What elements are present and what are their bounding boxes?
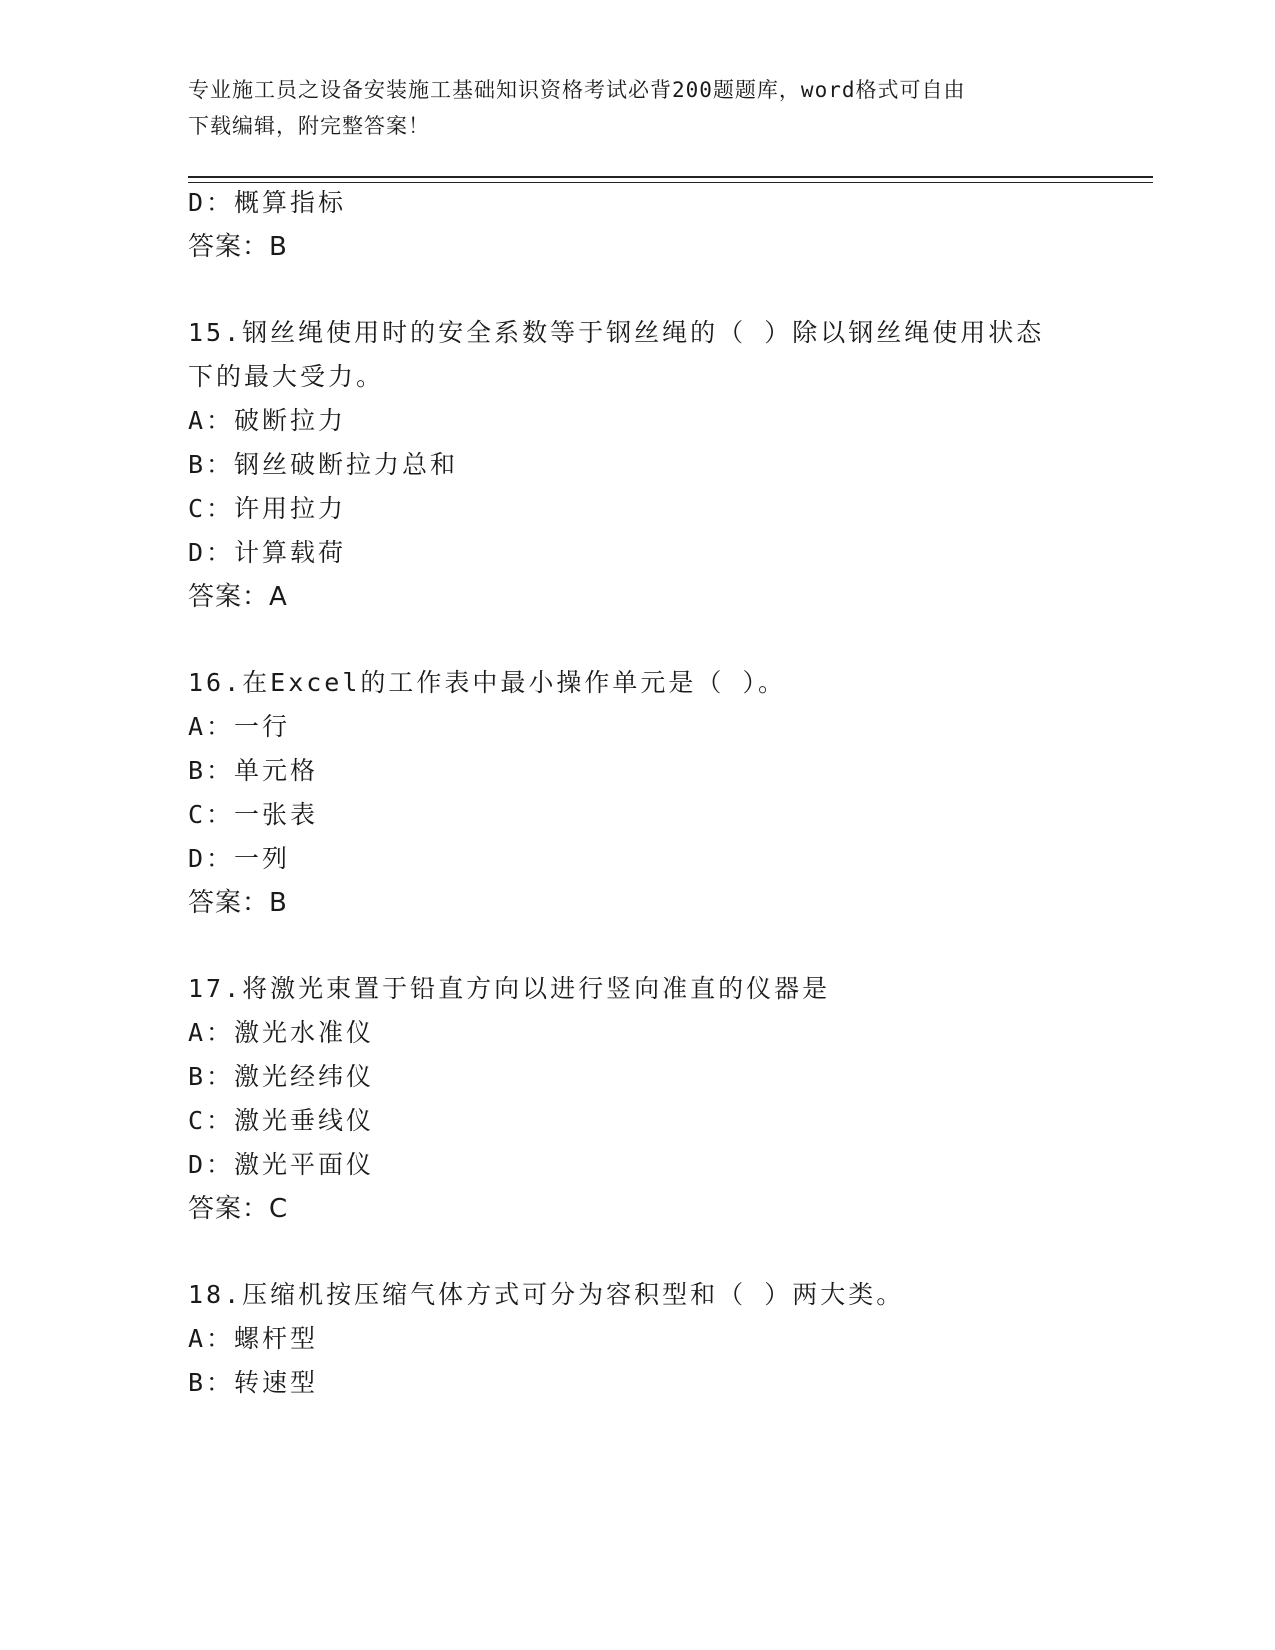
q15-answer: 答案：A xyxy=(188,582,288,612)
q15-option-b: B：钢丝破断拉力总和 xyxy=(188,450,459,479)
q16-option-c: C：一张表 xyxy=(188,800,319,829)
prev-answer: 答案：B xyxy=(188,232,288,262)
q17-answer: 答案：C xyxy=(188,1194,289,1224)
q16-option-d: D：一列 xyxy=(188,844,291,873)
q17-option-b: B：激光经纬仪 xyxy=(188,1062,375,1091)
q18-option-a: A：螺杆型 xyxy=(188,1324,319,1353)
prev-option-d: D：概算指标 xyxy=(188,188,347,217)
q16-stem-line-1: 16.在Excel的工作表中最小操作单元是（ ）。 xyxy=(188,668,786,697)
document-header xyxy=(188,72,1068,144)
q18-option-b: B：转速型 xyxy=(188,1368,319,1397)
header-line-1: 专业施工员之设备安装施工基础知识资格考试必背200题题库，word格式可自由 xyxy=(188,78,966,102)
q15-stem-line-2: 下的最大受力。 xyxy=(188,362,385,391)
header-rule-thin xyxy=(188,182,1153,183)
q16-option-a: A：一行 xyxy=(188,712,291,741)
q17-stem-line-1: 17.将激光束置于铅直方向以进行竖向准直的仪器是 xyxy=(188,974,831,1003)
q15-option-c: C：许用拉力 xyxy=(188,494,347,523)
q18-stem-line-1: 18.压缩机按压缩气体方式可分为容积型和（ ）两大类。 xyxy=(188,1280,905,1309)
q15-option-d: D：计算载荷 xyxy=(188,538,347,567)
q16-option-b: B：单元格 xyxy=(188,756,319,785)
header-rule-thick xyxy=(188,176,1153,178)
q17-option-d: D：激光平面仪 xyxy=(188,1150,375,1179)
header-line-2: 下载编辑，附完整答案！ xyxy=(188,114,430,138)
q17-option-c: C：激光垂线仪 xyxy=(188,1106,375,1135)
q17-option-a: A：激光水准仪 xyxy=(188,1018,375,1047)
q15-stem-line-1: 15.钢丝绳使用时的安全系数等于钢丝绳的（ ）除以钢丝绳使用状态 xyxy=(188,318,1045,347)
q16-answer: 答案：B xyxy=(188,888,288,918)
q15-option-a: A：破断拉力 xyxy=(188,406,347,435)
